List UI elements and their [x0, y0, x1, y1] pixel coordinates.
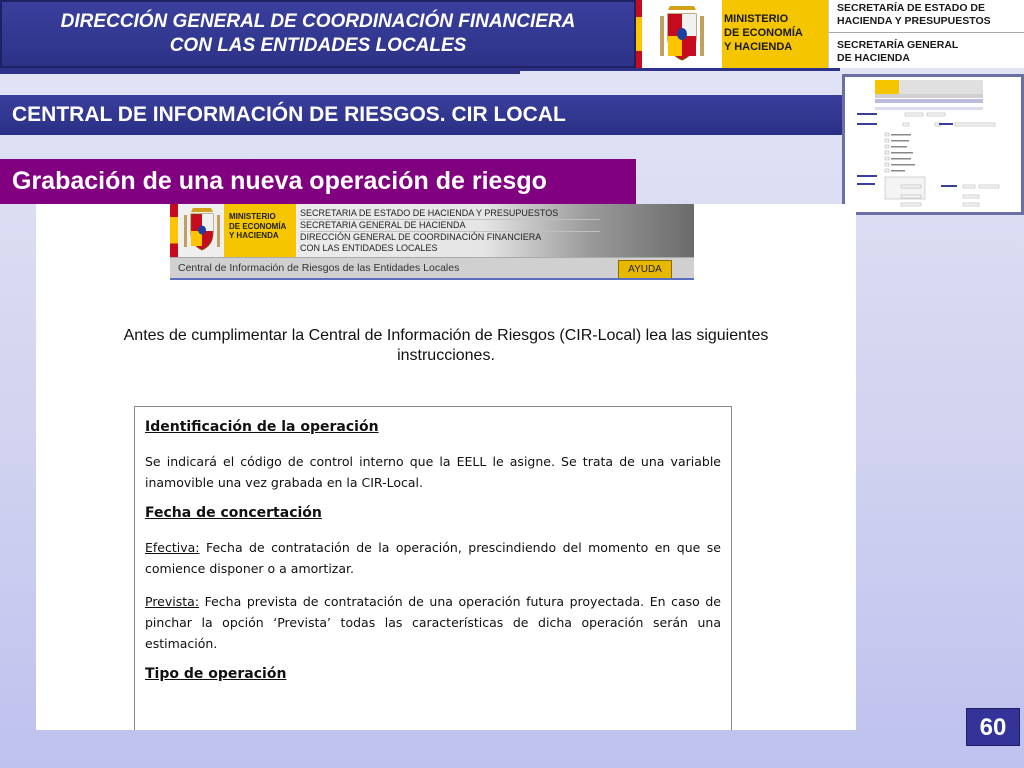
- prevista-label: Prevista:: [145, 594, 200, 609]
- banner-ministry-line1: MINISTERIO: [229, 212, 276, 221]
- banner-subtitle-bar: [170, 257, 694, 280]
- efectiva-label: Efectiva:: [145, 540, 200, 555]
- ayuda-button[interactable]: AYUDA: [618, 260, 672, 280]
- secretaria1-line2: HACIENDA Y PRESUPUESTOS: [837, 15, 991, 27]
- header-title-line1: DIRECCIÓN GENERAL DE COORDINACIÓN FINANCIERA: [60, 11, 576, 32]
- ministry-line1: MINISTERIO: [724, 13, 789, 25]
- page-number: 60: [966, 708, 1020, 746]
- banner-ministry-line3: Y HACIENDA: [229, 231, 279, 240]
- paragraph-efectiva: [145, 537, 721, 579]
- banner-line1: SECRETARIA DE ESTADO DE HACIENDA Y PRESUPUESTOS: [300, 208, 600, 220]
- header-divider: [0, 68, 520, 74]
- banner-flag-stripe: [170, 204, 178, 257]
- instructions-box: [134, 406, 732, 730]
- subsection-title: Grabación de una nueva operación de riesgo: [0, 159, 636, 204]
- ministry-line3: Y HACIENDA: [724, 41, 793, 53]
- header-title: [0, 0, 636, 68]
- document-screenshot: [36, 204, 856, 730]
- paragraph-prevista: [145, 591, 721, 654]
- heading-identificacion: Identificación de la operación: [145, 419, 379, 435]
- prevista-text: Fecha prevista de contratación de una operación futura proyectada. En caso de pinchar la opción ‘Prevista’ todas las características de dicha operación serán una estimación.: [145, 594, 721, 651]
- banner-line4: CON LAS ENTIDADES LOCALES: [300, 243, 438, 253]
- secretaria2-line2: DE HACIENDA: [837, 52, 910, 64]
- heading-tipo-operacion: Tipo de operación: [145, 666, 287, 682]
- ministry-line2: DE ECONOMÍA: [724, 27, 803, 39]
- banner-bottom-line: [170, 278, 694, 280]
- secretaria-general-label: [828, 33, 1024, 68]
- ministry-logo-text: [722, 0, 828, 68]
- intro-text: Antes de cumplimentar la Central de Información de Riesgos (CIR-Local) lea las siguientes instrucciones.: [123, 327, 769, 364]
- efectiva-text: Fecha de contratación de la operación, prescindiendo del momento en que se comience disponer o a amortizar.: [145, 540, 721, 576]
- secretaria1-line1: SECRETARÍA DE ESTADO DE: [837, 2, 985, 14]
- banner-coat-of-arms-icon: [182, 207, 222, 253]
- banner-ministry-text: [224, 204, 296, 257]
- cir-banner: [170, 204, 694, 280]
- heading-fecha-concertacion: Fecha de concertación: [145, 505, 322, 521]
- form-thumbnail-image: [842, 74, 1024, 215]
- secretaria-estado-label: [828, 0, 1024, 33]
- header-title-line2: CON LAS ENTIDADES LOCALES: [169, 35, 467, 56]
- spain-coat-of-arms-icon: [642, 0, 722, 68]
- banner-ministry-line2: DE ECONOMÍA: [229, 221, 287, 231]
- banner-line2: SECRETARIA GENERAL DE HACIENDA: [300, 220, 600, 232]
- banner-line3: DIRECCIÓN GENERAL DE COORDINACIÓN FINANCIERA: [300, 232, 542, 242]
- secretaria2-line1: SECRETARÍA GENERAL: [837, 39, 959, 51]
- banner-subtitle: Central de Información de Riesgos de las Entidades Locales: [178, 262, 460, 274]
- header-divider-thin: [520, 68, 840, 71]
- section-title: CENTRAL DE INFORMACIÓN DE RIESGOS. CIR LOCAL: [0, 95, 842, 135]
- banner-department-lines: [300, 208, 600, 254]
- paragraph-identificacion: Se indicará el código de control interno que la EELL le asigne. Se trata de una variable inamovible una vez grabada en la CIR-Local.: [145, 454, 721, 490]
